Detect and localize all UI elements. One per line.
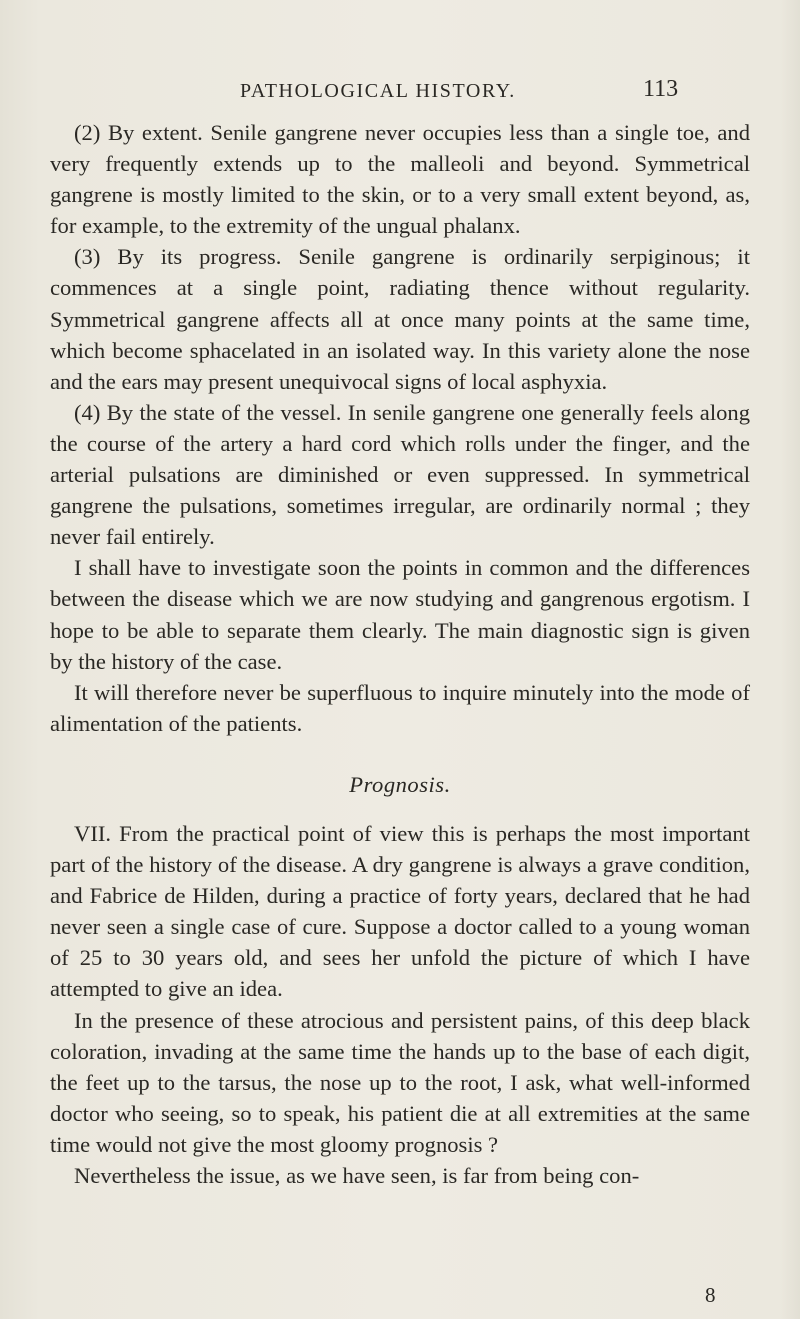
running-head <box>0 76 800 110</box>
section-heading-prognosis: Prognosis. <box>349 771 451 797</box>
paragraph-by-progress: (3) By its progress. Senile gangrene is ordinarily serpiginous; it commences at a single point, radiating thence without regularity. Symmetrical gangrene affects all at once many points at the same time, which become sphacelated in an isolated way. In this variety alone the nose and the ears may present unequivocal signs of local asphyxia. <box>50 244 750 394</box>
paragraph-alimentation: It will therefore never be superfluous to inquire minutely into the mode of alimentation of the patients. <box>50 679 750 736</box>
paragraph-by-vessel-state: (4) By the state of the vessel. In senile gangrene one generally feels along the course of the artery a hard cord which rolls under the finger, and the arterial pulsations are diminished or even suppressed. In symmetrical gangrene the pulsations, sometimes irregular, are ordinarily normal ; they never fail entirely. <box>50 399 750 550</box>
paragraph-nevertheless: Nevertheless the issue, as we have seen, is far from being con- <box>74 1163 640 1188</box>
paragraph-prognosis-vii: VII. From the practical point of view this is perhaps the most important part of the history of the disease. A dry gangrene is always a grave condition, and Fabrice de Hilden, during a practice of forty years, declared that he had never seen a single case of cure. Suppose a doctor called to a young woman of 25 to 30 years old, and sees her unfold the picture of which I have attempted to give an idea. <box>50 820 750 1002</box>
paragraph-atrocious-pains: In the presence of these atrocious and persistent pains, of this deep black coloration, invading at the same time the hands up to the base of each digit, the feet up to the tarsus, the nose up to the root, I ask, what well-informed doctor who seeing, so to speak, his patient die at all extremities at the same time would not give the most gloomy prognosis ? <box>50 1007 750 1157</box>
running-head-title: PATHOLOGICAL HISTORY. <box>240 80 516 102</box>
paragraph-by-extent: (2) By extent. Senile gangrene never occupies less than a single toe, and very frequently extends up to the malleoli and beyond. Symmetrical gangrene is mostly limited to the skin, or to a very small extent beyond, as, for example, to the extremity of the ungual phalanx. <box>50 120 750 239</box>
signature-mark: 8 <box>705 1283 716 1307</box>
paragraph-ergotism-comparison: I shall have to investigate soon the points in common and the differences between the disease which we are now studying and gangrenous ergotism. I hope to be able to separate them clearly. The main diagnostic sign is given by the history of the case. <box>50 555 750 674</box>
body-text <box>50 117 750 1191</box>
page-number: 113 <box>643 76 679 102</box>
